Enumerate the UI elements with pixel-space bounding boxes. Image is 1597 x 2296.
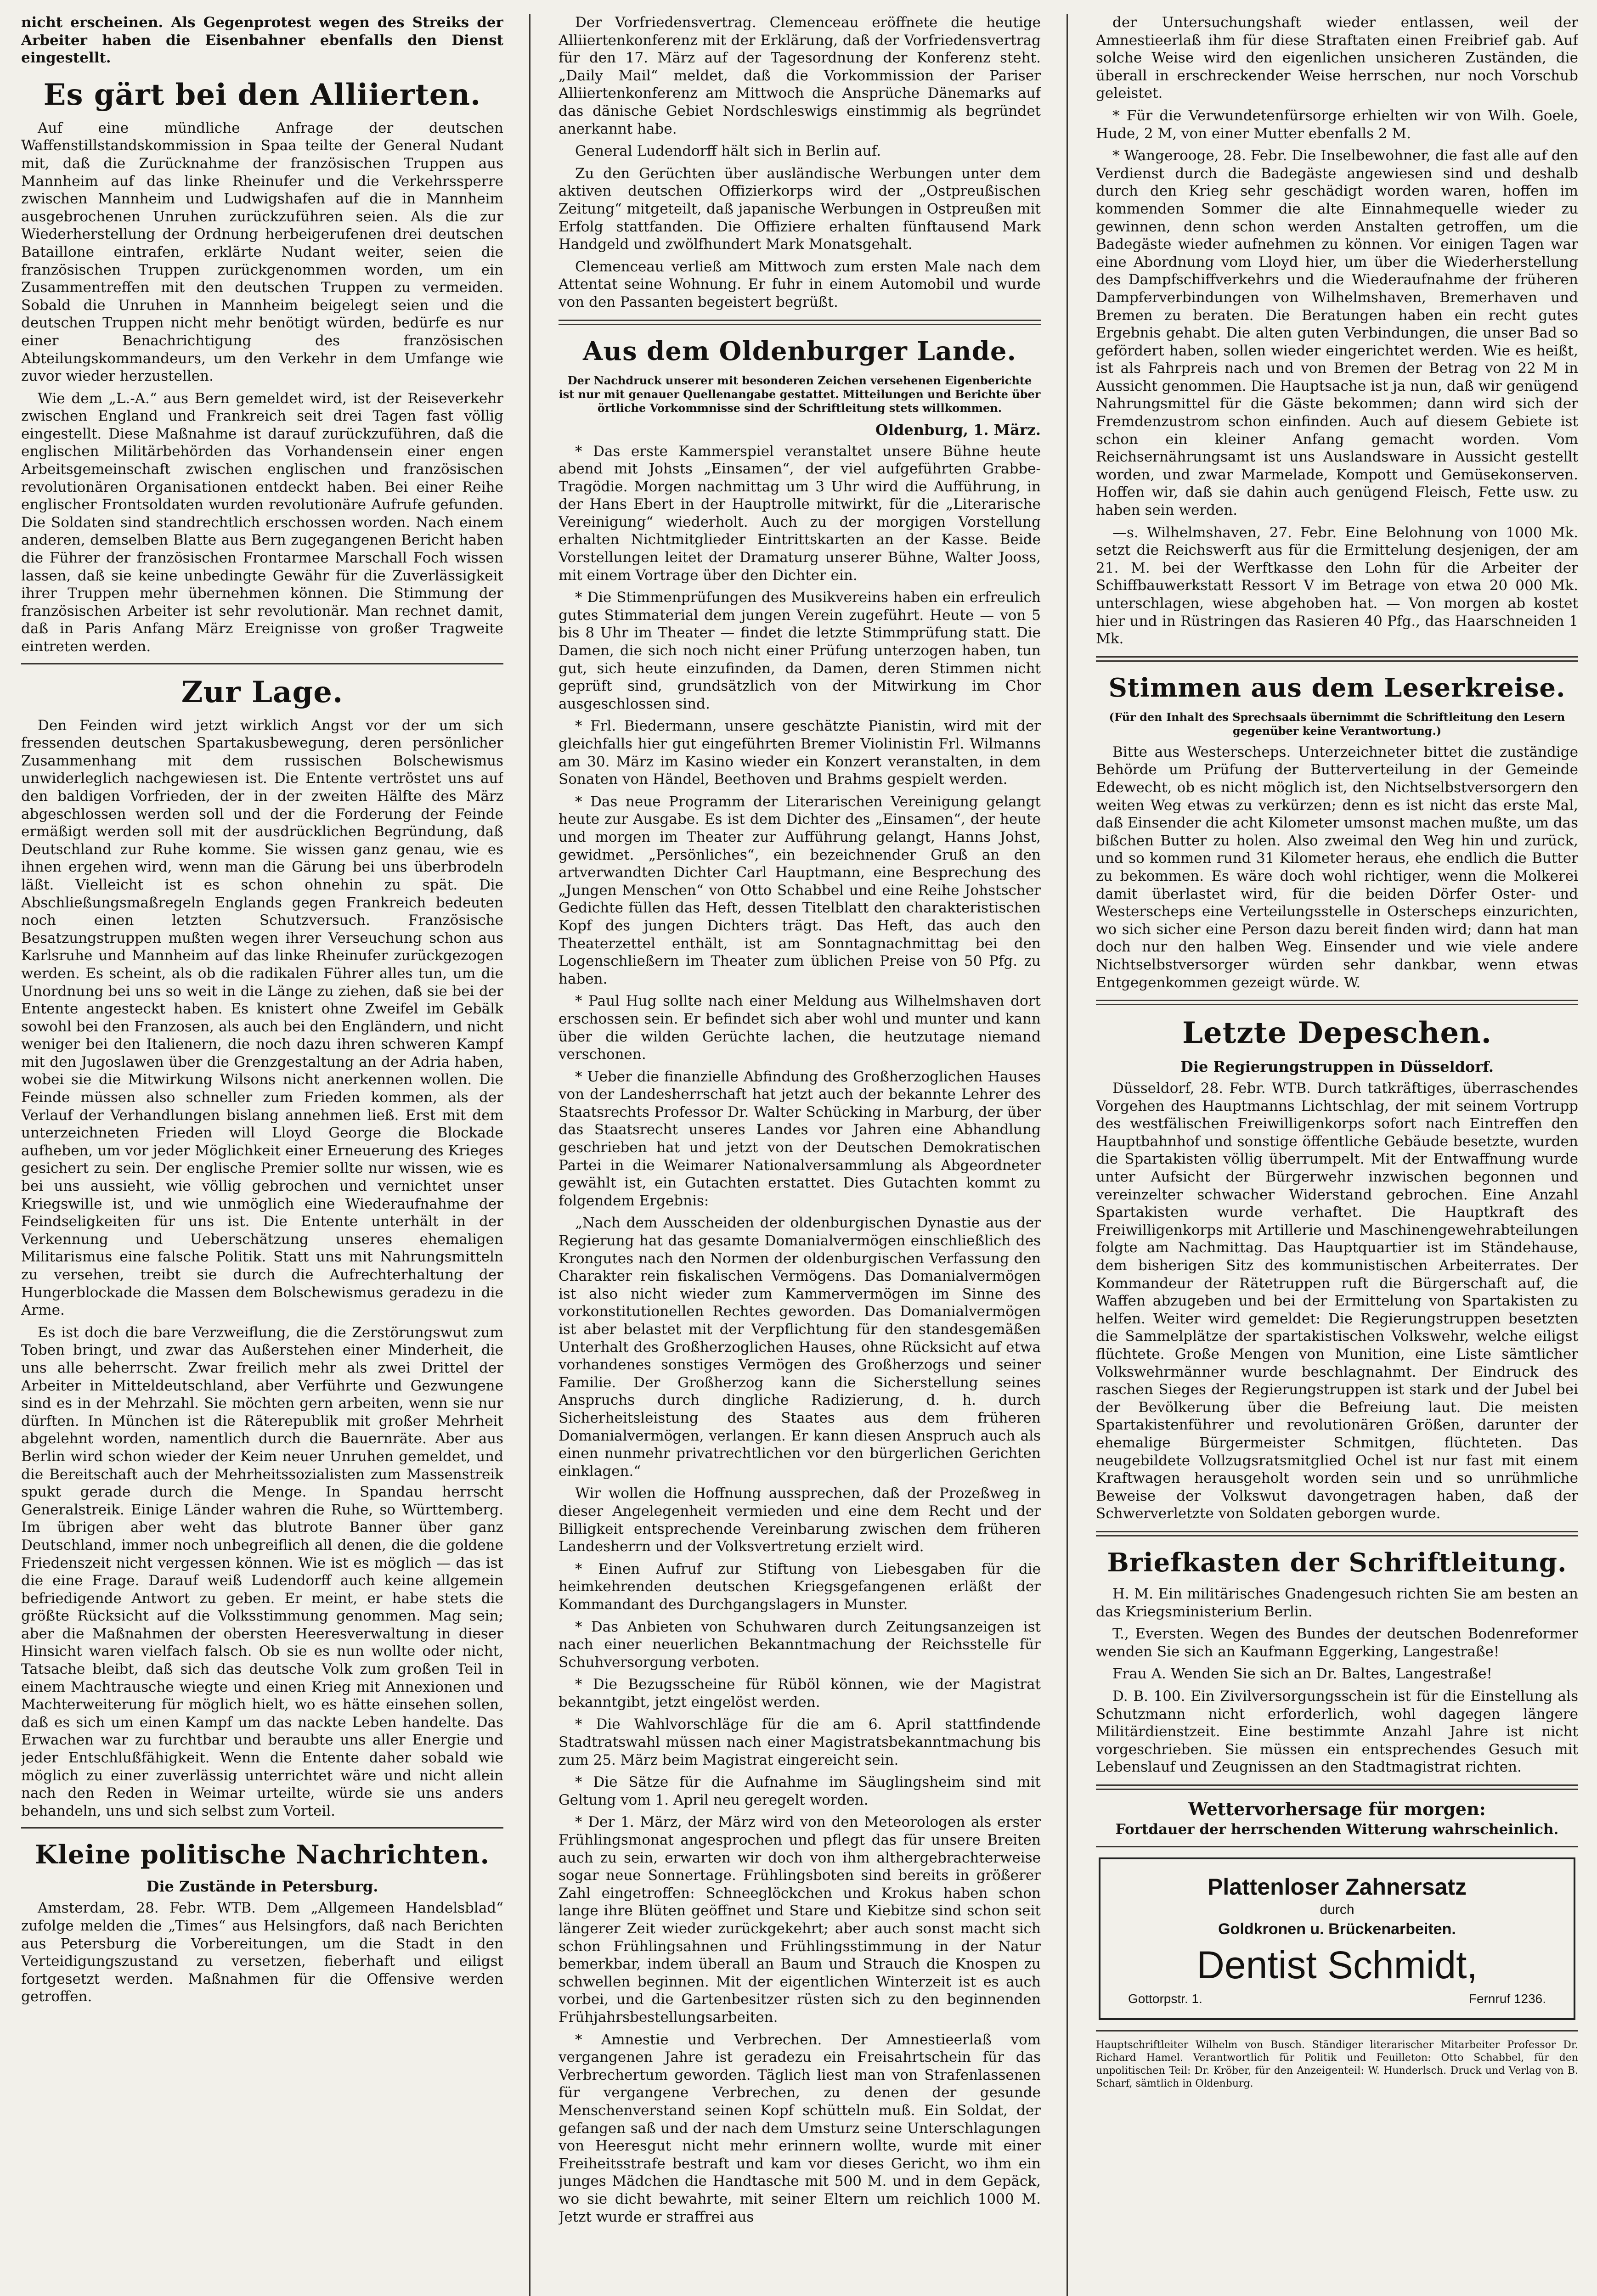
article-paragraph: * Für die Verwundetenfürsorge erhielten wir von Wilh. Goele, Hude, 2 M, von einer Mutter ebenfalls 2 M. bbox=[1096, 107, 1578, 142]
article-subtitle: Die Regierungstruppen in Düsseldorf. bbox=[1180, 1058, 1494, 1076]
article-paragraph: T., Eversten. Wegen des Bundes der deutschen Bodenreformer wenden Sie sich an Kaufmann Eggerking, Langestraße! bbox=[1096, 1626, 1578, 1660]
section-note: (Für den Inhalt des Sprechsaals übernimmt die Schriftleitung den Lesern gegenüber keine Verantwortung.) bbox=[1109, 710, 1565, 737]
article-subtitle: Die Zustände in Petersburg. bbox=[146, 1878, 378, 1896]
article-paragraph: * Das erste Kammerspiel veranstaltet unsere Bühne heute abend mit Johsts „Einsamen“, der viel aufgeführten Grabbe-Tragödie. Morgen nachmittag um 3 Uhr wird die Aufführung, in der Hans Ebert in der Hauptrolle mitwirkt, für die „Literarische Vereinigung“ wiederholt. Auch zu der morgigen Vorstellung erhalten Nichtmitglieder Eintrittskarten an der Kasse. Beide Vorstellungen leitet der Dramaturg unserer Bühne, Walter Jooss, mit einem Vortrage über den Dichter ein. bbox=[559, 443, 1041, 584]
section-note: Der Nachdruck unserer mit besonderen Zeichen versehenen Eigenberichte ist nur mit genauer Quellenangabe gestattet. Mitteilungen und Berichte über örtliche Vorkommnisse sind der Schriftleitung stets willkommen. bbox=[559, 373, 1041, 415]
ad-address: Gottorpstr. 1. bbox=[1128, 1991, 1202, 2006]
column-rule bbox=[1067, 14, 1068, 2296]
divider bbox=[21, 663, 503, 664]
ad-line: Goldkronen u. Brückenarbeiten. bbox=[1218, 1920, 1456, 1938]
weather-box bbox=[1096, 1798, 1578, 1839]
article-paragraph: * Amnestie und Verbrechen. Der Amnestieerlaß vom vergangenen Jahre ist geradezu ein Freisahrtschein für das Verbrechertum geworden. Täglich liest man von Strafenlassenen für vergangene Verbrechen, zu denen der gesunde Menschenverstand seinen Kopf schütteln muß. Ein Soldat, der gefangen saß und der nach dem Umsturz seine Unterschlagungen von Heeresgut nicht mehr erinnern wollte, wurde mit einer Freiheitsstrafe bestraft und kam vor dieses Gericht, wo ihm ein junges Mädchen die Handtasche mit 500 M. und in dem Gepäck, wo sie dicht bewahrte, mit seiner Eltern um reichlich 1000 M. Jetzt wurde er straffrei aus bbox=[559, 2031, 1041, 2225]
weather-title: Wettervorhersage für morgen: bbox=[1188, 1798, 1486, 1819]
top-fragment: nicht erscheinen. Als Gegenprotest wegen des Streiks der Arbeiter haben die Eisenbahner ebenfalls den Dienst eingestellt. bbox=[21, 14, 503, 67]
weather-text: Fortdauer der herrschenden Witterung wahrscheinlich. bbox=[1115, 1821, 1559, 1838]
article-paragraph: * Die Sätze für die Aufnahme im Säuglingsheim sind mit Geltung vom 1. April neu geregelt worden. bbox=[559, 1774, 1041, 1808]
divider bbox=[21, 1827, 503, 1829]
ad-name: Dentist Schmidt, bbox=[1196, 1943, 1478, 1986]
article-paragraph: D. B. 100. Ein Zivilversorgungsschein ist für die Einstellung als Schutzmann nicht erforderlich, wohl dagegen längere Militärdienstzeit. Eine bestimmte Anzahl Jahre ist nicht vorgeschrieben. Sie müssen ein entsprechendes Gesuch mit Lebenslauf und Zeugnissen an den Stadtmagistrat richten. bbox=[1096, 1688, 1578, 1776]
article-paragraph: Clemenceau verließ am Mittwoch zum ersten Male nach dem Attentat seine Wohnung. Er fuhr in einem Automobil und wurde von den Passanten begeistert begrüßt. bbox=[559, 258, 1041, 310]
article-paragraph: * Der 1. März, der März wird von den Meteorologen als erster Frühlingsmonat angesprochen und pflegt das für unsere Breiten auch zu sein, erwarten wir doch von ihm althergebrachterweise sogar neue Sonnertage. Frühlingsboten sind bereits in größerer Zahl eingetroffen: Schneeglöckchen und Krokus haben schon lange ihre Blüten geöffnet und Stare und Kiebitze sind schon seit längerer Zeit wieder zurückgekehrt; aber auch sonst macht sich schon Frühlingsahnen und Frühlingsstimmung in der Natur bemerkbar, indem überall an Baum und Strauch die Knospen zu schwellen beginnen. Mit der eigentlichen Winterzeit ist es auch vorbei, und die Gartenbesitzer rüsten sich zu den beginnenden Frühjahrsbestellungsarbeiten. bbox=[559, 1814, 1041, 2026]
column-rule bbox=[529, 14, 530, 2296]
article-title: Kleine politische Nachrichten. bbox=[35, 1840, 490, 1870]
article-paragraph: —s. Wilhelmshaven, 27. Febr. Eine Belohnung von 1000 Mk. setzt die Reichswerft aus für die Ermittelung desjenigen, der am 21. M. bei der Werftkasse den Lohn für die Arbeiter der Schiffbauwerkstatt Ressort V im Betrage von etwa 20 000 Mk. unterschlagen, wiese abgehoben hat. — Von morgen ab kostet hier und in Rüstringen das Rasieren 40 Pfg., das Haarschneiden 1 Mk. bbox=[1096, 524, 1578, 647]
article-title: Zur Lage. bbox=[181, 675, 344, 709]
article-paragraph: * Das neue Programm der Literarischen Vereinigung gelangt heute zur Ausgabe. Es ist dem Dichter des „Einsamen“, der heute und morgen im Theater zur Aufführung gelangt, Hanns Johst, gewidmet. „Persönliches“, ein bezeichnender Gruß an den artverwandten Dichter Carl Hauptmann, eine Besprechung des „Jungen Menschen“ von Otto Schabbel und eine Reihe Johstscher Gedichte füllen das Heft, dessen Titelblatt den charakteristischen Kopf des jungen Dichters trägt. Das Heft, das auch den Theaterzettel enthält, ist am Sonntagnachmittag bei den Logenschließern im Theater zum üblichen Preise von 50 Pfg. zu haben. bbox=[559, 793, 1041, 987]
article-paragraph: * Frl. Biedermann, unsere geschätzte Pianistin, wird mit der gleichfalls hier gut eingeführten Bremer Violinistin Frl. Wilmanns am 30. März im Kasino wieder ein Konzert veranstalten, in dem Sonaten von Händel, Beethoven und Brahms gespielt werden. bbox=[559, 718, 1041, 788]
divider bbox=[1096, 1000, 1578, 1005]
article-paragraph: General Ludendorff hält sich in Berlin auf. bbox=[575, 143, 881, 160]
article-paragraph: Der Vorfriedensvertrag. Clemenceau eröffnete die heutige Alliiertenkonferenz mit der Erklärung, daß der Vorfriedensvertrag für den 17. März auf der Tagesordnung der Konferenz steht. „Daily Mail“ meldet, daß die Vorkommission der Pariser Alliiertenkonferenz am Mittwoch die Ansprüche Dänemarks auf das dänische Gebiet Nordschleswigs einstimmig als begründet anerkannt habe. bbox=[559, 14, 1041, 137]
article-paragraph: * Das Anbieten von Schuhwaren durch Zeitungsanzeigen ist nach einer neuerlichen Bekanntmachung der Reichsstelle für Schuhversorgung verboten. bbox=[559, 1618, 1041, 1671]
article-paragraph: * Die Bezugsscheine für Rüböl können, wie der Magistrat bekanntgibt, jetzt eingelöst werden. bbox=[559, 1676, 1041, 1711]
imprint: Hauptschriftleiter Wilhelm von Busch. Ständiger literarischer Mitarbeiter Professor Dr. Richard Hamel. Verantwortlich für Politik und Feuilleton: Otto Schabbel, für den unpolitischen Teil: Dr. Kröber, für den Anzeigenteil: W. Hunderlsch. Druck und Verlag von B. Scharf, sämtlich in Oldenburg. bbox=[1096, 2039, 1578, 2089]
section-title: Aus dem Oldenburger Lande. bbox=[582, 336, 1017, 366]
dateline: Oldenburg, 1. März. bbox=[875, 421, 1041, 439]
article-paragraph: Auf eine mündliche Anfrage der deutschen Waffenstillstandskommission in Spaa teilte der General Nudant mit, daß die Zurücknahme der französischen Truppen aus Mannheim auf das linke Rheinufer und die Verkehrssperre zwischen Mannheim und Ludwigshafen auf die in Mannheim ausgebrochenen Unruhen zurückzuführen seien. Als die zur Wiederherstellung der Ordnung herbeigerufenen drei deutschen Bataillone eintrafen, erklärte Nudant weiter, seien die französischen Truppen zurückgenommen worden, um ein Zusammentreffen mit den deutschen Truppen zu vermeiden. Sobald die Unruhen in Mannheim beigelegt seien und die deutschen Truppen nicht mehr benötigt würden, bedürfe es nur einer Benachrichtigung des französischen Abteilungskommandeurs, um den Verkehr in dem Umfange wie zuvor wieder herzustellen. bbox=[21, 119, 503, 385]
article-paragraph: H. M. Ein militärisches Gnadengesuch richten Sie am besten an das Kriegsministerium Berlin. bbox=[1096, 1585, 1578, 1620]
article-paragraph: Wie dem „L.-A.“ aus Bern gemeldet wird, ist der Reiseverkehr zwischen England und Frankreich seit drei Tagen fast völlig eingestellt. Diese Maßnahme ist darauf zurückzuführen, daß die englischen Militärbehörden das Vorhandensein einer engen Arbeitsgemeinschaft zwischen englischen und französischen revolutionären Organisationen entdeckt haben. Bei einer Reihe englischer Frontsoldaten wurden revolutionäre Aufrufe gefunden. Die Soldaten sind standrechtlich erschossen worden. Nach einem anderen, demselben Blatte aus Bern zugegangenen Bericht haben die Führer der französischen Frontarmee Marschall Foch wissen lassen, daß sie keine unbedingte Gewähr für die Zuverlässigkeit ihrer Truppen mehr übernehmen können. Die Stimmung der französischen Arbeiter ist sehr revolutionär. Man rechnet damit, daß in Paris Anfang März Ereignisse von großer Tragweite eintreten werden. bbox=[21, 390, 503, 655]
article-paragraph: Düsseldorf, 28. Febr. WTB. Durch tatkräftiges, überraschendes Vorgehen des Hauptmanns Lichtschlag, der mit seinem Vortrupp des westfälischen Freiwilligenkorps sofort nach Eintreffen den Hauptbahnhof und sonstige öffentliche Gebäude besetzte, wurden die Spartakisten völlig überrumpelt. Mit der Entwaffnung wurde unter Aufsicht der Bürgerwehr inzwischen begonnen und vereinzelter schwacher Widerstand gebrochen. Eine Anzahl Spartakisten wurde verhaftet. Die Hauptkraft des Freiwilligenkorps mit Artillerie und Maschinengewehrabteilungen folgte am Nachmittag. Das Hauptquartier ist im Ständehause, dem bisherigen Sitz des kommunistischen Arbeiterrates. Der Kommandeur der Rätetruppen ruft die Bürgerschaft auf, die Waffen abzugeben und bei der Ermittelung von Spartakisten zu helfen. Weiter wird gemeldet: Die Regierungstruppen besetzten die Sammelplätze der spartakistischen Volkswehr, welche eiligst flüchtete. Große Mengen von Munition, eine Liste sämtlicher Volkswehrmänner wurde beschlagnahmt. Der Eindruck des raschen Sieges der Regierungstruppen ist stark und der Jubel bei der Bevölkerung über die Befreiung laut. Die meisten Spartakistenführer und revolutionären Größen, darunter der ehemalige Bürgermeister Schmitgen, flüchteten. Das neugebildete Vollzugsratsmitglied Ochel ist nur fast mit einem Kraftwagen herausgeholt worden sein und so unrühmliche Beweise der Volkswut davongetragen haben, daß der Schwerverletzte von Soldaten geborgen wurde. bbox=[1096, 1080, 1578, 1522]
divider bbox=[1096, 656, 1578, 662]
article-paragraph: Frau A. Wenden Sie sich an Dr. Baltes, Langestraße! bbox=[1112, 1666, 1493, 1683]
section-title: Letzte Depeschen. bbox=[1182, 1016, 1492, 1051]
column-1 bbox=[21, 14, 503, 2296]
article-paragraph: * Ueber die finanzielle Abfindung des Großherzoglichen Hauses von der Landesherrschaft hat jetzt auch der bekannte Lehrer des Staatsrechts Professor Dr. Walter Schücking in Marburg, der über das Staatsrecht unseres Landes vor Jahren eine Abhandlung geschrieben hat und jetzt von der Deutschen Demokratischen Partei in die Weimarer Nationalversammlung als Abgeordneter gewählt ist, ein Gutachten erstattet. Dies Gutachten kommt zu folgendem Ergebnis: bbox=[559, 1068, 1041, 1209]
article-paragraph: Es ist doch die bare Verzweiflung, die die Zerstörungswut zum Toben bringt, und zwar das Außerstehen einer Minderheit, die uns alle beherrscht. Zwar freilich mehr als zwei Drittel der Arbeiter in Mitteldeutschland, aber Verführte und Gezwungene sind es in der Mehrzahl. Sie möchten gern arbeiten, wenn sie nur dürften. In München ist die Räterepublik mit großer Mehrheit abgelehnt worden, namentlich durch die Bauernräte. Aber aus Berlin wird schon wieder der Keim neuer Unruhen gemeldet, und die Bereitschaft auch der Mehrheitssozialisten zum Massenstreik spukt gerade durch die Menge. In Spandau herrscht Generalstreik. Einige Länder wahren die Ruhe, so Württemberg. Im übrigen aber weht das blutrote Banner über ganz Deutschland, immer noch unbegreiflich all denen, die die goldene Friedenszeit nicht vergessen können. Wie ist es möglich — das ist die eine Frage. Darauf weiß Ludendorff auch keine allgemein befriedigende Antwort zu geben. Er meint, er habe stets die größte Rücksicht auf die Volksstimmung genommen. Mag sein; aber die Maßnahmen der obersten Heeresverwaltung in dieser Hinsicht waren vielfach falsch. Ob sie es nun wollte oder nicht, Tatsache bleibt, daß sich das deutsche Volk zum großen Teil in einem Machtrausche wiegte und einen Krieg mit Annexionen und Machterweiterung für möglich hielt, wo es hätte einsehen sollen, daß es sich um einen Kampf um das nackte Leben handelte. Das Erwachen war zu furchtbar und beraubte uns aller Energie und jeder Entschlußfähigkeit. Wenn die Entente daher sobald wie möglich zu einer zuverlässig unterrichtet wäre und nicht allein nach den Reden in Weimar urteilte, würde sie uns anders behandeln, uns und sich selbst zum Vorteil. bbox=[21, 1324, 503, 1819]
column-3 bbox=[1096, 14, 1578, 2296]
article-paragraph: * Paul Hug sollte nach einer Meldung aus Wilhelmshaven dort erschossen sein. Er befindet sich aber wohl und munter und kann über die wilden Gerüchte lachen, die heutzutage niemand verschonen. bbox=[559, 993, 1041, 1063]
article-paragraph: * Die Stimmenprüfungen des Musikvereins haben ein erfreulich gutes Stimmaterial dem jungen Verein zugeführt. Heute — von 5 bis 8 Uhr im Theater — findet die letzte Stimmprüfung statt. Die Damen, die sich noch nicht einer Prüfung unterzogen haben, tun gut, sich heute einzufinden, da Damen, deren Stimmen nicht geprüft sind, grundsätzlich von der Mitwirkung im Chor ausgeschlossen sind. bbox=[559, 589, 1041, 712]
section-title: Stimmen aus dem Leserkreise. bbox=[1108, 672, 1566, 703]
article-paragraph: Amsterdam, 28. Febr. WTB. Dem „Allgemeen Handelsblad“ zufolge melden die „Times“ aus Helsingfors, daß nach Berichten aus Petersburg die Vorbereitungen, um die Stadt in den Verteidigungszustand zu versetzen, fieberhaft und eiligst fortgesetzt werden. Maßnahmen für die Offensive werden getroffen. bbox=[21, 1900, 503, 2005]
article-title: Es gärt bei den Alliierten. bbox=[43, 77, 481, 112]
section-title: Briefkasten der Schriftleitung. bbox=[1107, 1547, 1567, 1578]
divider bbox=[1096, 1846, 1578, 1847]
column-2 bbox=[559, 14, 1041, 2296]
divider bbox=[1096, 1531, 1578, 1536]
newspaper-page bbox=[21, 14, 1578, 2296]
article-paragraph: der Untersuchungshaft wieder entlassen, weil der Amnestieerlaß ihm für diese Straftaten einen Freibrief gab. Auf solche Weise wird den eigenlichen unsicheren Zuständen, die überall in erschreckender Weise herrschen, nur noch Vorschub geleistet. bbox=[1096, 14, 1578, 102]
article-paragraph: Zu den Gerüchten über ausländische Werbungen unter dem aktiven deutschen Offizierkorps wird der „Ostpreußischen Zeitung“ mitgeteilt, daß japanische Werbungen in Ostpreußen mit Erfolg stattfanden. Die Offiziere erhalten fünftausend Mark Handgeld und zwölfhundert Mark Monatsgehalt. bbox=[559, 165, 1041, 253]
article-paragraph: Wir wollen die Hoffnung aussprechen, daß der Prozeßweg in dieser Angelegenheit vermieden und eine dem Recht und der Billigkeit entsprechende Vereinbarung zwischen dem früheren Landesherrn und der Volksvertretung erzielt wird. bbox=[559, 1485, 1041, 1555]
article-paragraph: Bitte aus Westerscheps. Unterzeichneter bittet die zuständige Behörde um Prüfung der Butterverteilung in der Gemeinde Edewecht, ob es nicht möglich ist, den Nichtselbstversorgern den weiten Weg etwas zu verkürzen; denn es ist nicht das erste Mal, daß Einsender die acht Kilometer umsonst machen mußte, um das bißchen Butter zu holen. Also zweimal den Weg hin und zurück, und so kommen rund 31 Kilometer heraus, ehe endlich die Butter zu bekommen. Es wäre doch wohl richtiger, wenn die Molkerei damit überlastet wird, für die beiden Dörfer Oster- und Westerscheps eine Verteilungsstelle in Osterscheps einzurichten, wo sich sicher eine Person dazu bereit finden wird; dann hat man doch nur den halben Weg. Einsender und wie viele andere Nichtselbstversorger würden sehr dankbar, wenn etwas Entgegenkommen gezeigt würde. W. bbox=[1096, 743, 1578, 991]
ad-contact-row bbox=[1110, 1992, 1564, 2006]
ad-line: durch bbox=[1320, 1902, 1354, 1917]
dentist-ad bbox=[1099, 1857, 1575, 2020]
divider bbox=[559, 320, 1041, 325]
article-paragraph: * Die Wahlvorschläge für die am 6. April stattfindende Stadtratswahl müssen nach einer Magistratsbekanntmachung bis zum 25. März beim Magistrat eingereicht sein. bbox=[559, 1716, 1041, 1768]
ad-phone: Fernruf 1236. bbox=[1468, 1991, 1546, 2006]
divider bbox=[1096, 1784, 1578, 1790]
divider bbox=[1096, 2030, 1578, 2032]
article-paragraph: * Wangerooge, 28. Febr. Die Inselbewohner, die fast alle auf den Verdienst durch die Badegäste angewiesen sind und deshalb durch den Krieg sehr geschädigt worden waren, hoffen im kommenden Sommer die alte Einnahmequelle wieder zu gewinnen, denn schon werden Anstalten getroffen, um die Badegäste wieder aufnehmen zu können. Vor einigen Tagen war eine Abordnung vom Lloyd hier, um über die Wiederherstellung des Dampfschiffverkehrs und die Wiederaufnahme der früheren Dampferverbindungen von Wilhelmshaven, Bremerhaven und Bremen zu beraten. Die Beratungen haben ein recht gutes Ergebnis gehabt. Die alten guten Verbindungen, die unser Bad so gefördert haben, sollen wieder eingerichtet werden. Wie es heißt, ist als Fahrpreis nach und von Bremen der Betrag von 22 M in Aussicht genommen. Die Hauptsache ist ja nun, daß wir genügend Nahrungsmittel für die Gäste bekommen; dann wird sich der Fremdenzustrom schon einfinden. Auch auf diesem Gebiete ist schon ein kleiner Anfang gemacht worden. Vom Reichsernährungsamt ist uns Auslandsware in Aussicht gestellt worden, und zwar Marmelade, Kompott und Gemüsekonserven. Hoffen wir, daß sie dahin auch genügend Fleisch, Fette usw. zu haben sein werden. bbox=[1096, 147, 1578, 519]
article-paragraph: „Nach dem Ausscheiden der oldenburgischen Dynastie aus der Regierung hat das gesamte Domanialvermögen einschließlich des Krongutes nach den Normen der oldenburgischen Verfassung den Charakter rein fiskalischen Vermögens. Das Domanialvermögen ist also nicht wieder zum Kammervermögen im Sinne des vorkonstitutionellen Rechtes geworden. Das Domanialvermögen ist aber belastet mit der Verpflichtung für den standesgemäßen Unterhalt des Großherzoglichen Hauses, ohne Rücksicht auf etwa vorhandenes sonstiges Vermögen des Großherzogs und seiner Familie. Der Großherzog kann die Sicherstellung seines Anspruchs durch dingliche Radizierung, d. h. durch Sicherheitsleistung des Staates aus dem früheren Domanialvermögen, verlangen. Er kann diesen Anspruch auch als einen nunmehr privatrechtlichen vor den bürgerlichen Gerichten einklagen.“ bbox=[559, 1215, 1041, 1480]
ad-headline: Plattenloser Zahnersatz bbox=[1207, 1874, 1467, 1900]
article-paragraph: * Einen Aufruf zur Stiftung von Liebesgaben für die heimkehrenden deutschen Kriegsgefangenen erläßt der Kommandant des Durchgangslagers in Munster. bbox=[559, 1560, 1041, 1613]
article-paragraph: Den Feinden wird jetzt wirklich Angst vor der um sich fressenden deutschen Spartakusbewegung, deren persönlicher Zusammenhang mit dem russischen Bolschewismus unwiderleglich nachgewiesen ist. Die Entente vertröstet uns auf den baldigen Vorfrieden, der in der zweiten Hälfte des März abgeschlossen werden soll und der die Forderung der Feinde ermäßigt werden soll mit der ausdrücklichen Begründung, daß Deutschland zur Ruhe komme. Sie wissen ganz genau, wie es ihnen ergehen wird, wenn man die Gärung bei uns überbrodeln läßt. Vielleicht ist es schon ohnehin zu spät. Die Abschließungsmaßregeln Englands gegen Frankreich bedeuten noch einen letzten Schutzversuch. Französische Besatzungstruppen mußten wegen ihrer Verseuchung schon aus Karlsruhe und Mannheim auf das linke Rheinufer zurückgezogen werden. Es scheint, als ob die radikalen Führer alles tun, um die Unordnung bei uns so weit in die Länge zu ziehen, daß sie bei der Entente angesteckt haben. Es knistert ohne Zweifel im Gebälk sowohl bei den Franzosen, als auch bei den Engländern, und nicht weniger bei den Italienern, die noch dazu ihren schweren Kampf mit den Jugoslawen über die Grenzgestaltung an der Adria haben, wobei sie die Mitwirkung Wilsons nicht anerkennen wollen. Die Feinde müssen also schneller zum Frieden kommen, als der Verlauf der Verhandlungen bislang annehmen ließ. Erst mit dem unterzeichneten Frieden will Lloyd George die Blockade aufheben, um vor jeder Möglichkeit einer Erneuerung des Krieges gesichert zu sein. Der englische Premier sollte nur wissen, wie es bei uns aussieht, wie völlig gebrochen und vernichtet unser Kriegswille ist, und wie unmöglich eine Wiederaufnahme der Feindseligkeiten für uns ist. Die Entente unterhält in der Verkennung und Ueberschätzung unseres ehemaligen Militarismus eine falsche Politik. Statt uns mit Nahrungsmitteln zu versehen, treibt sie durch die Aufrechterhaltung der Hungerblockade die Massen dem Bolschewismus geradezu in die Arme. bbox=[21, 717, 503, 1319]
